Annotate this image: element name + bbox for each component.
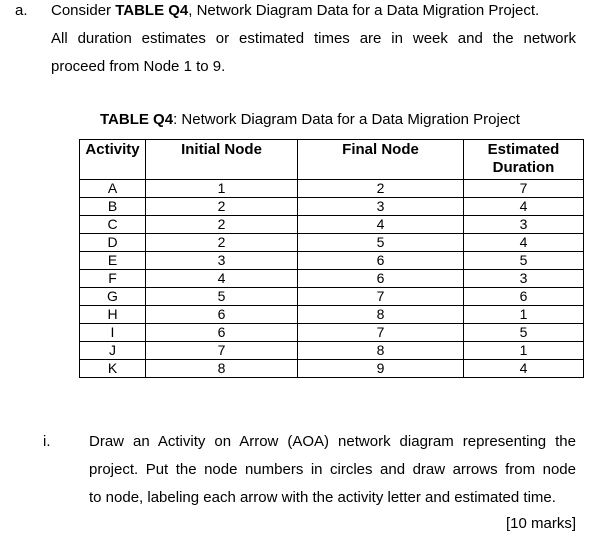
table-header-row — [80, 140, 584, 180]
cell-initial-node: 2 — [146, 234, 298, 252]
cell-activity: E — [80, 252, 146, 270]
subquestion-line-2: project. Put the node numbers in circles and draw arrows from node — [89, 461, 576, 478]
question-intro-line-2: All duration estimates or estimated times are in week and the network — [51, 30, 576, 47]
cell-final-node: 7 — [298, 324, 464, 342]
cell-final-node: 2 — [298, 180, 464, 198]
cell-final-node: 5 — [298, 234, 464, 252]
header-final-node: Final Node — [298, 140, 464, 180]
subquestion-label: i. — [43, 433, 51, 450]
table-row — [80, 216, 584, 234]
cell-activity: A — [80, 180, 146, 198]
cell-final-node: 6 — [298, 252, 464, 270]
cell-activity: B — [80, 198, 146, 216]
table-row — [80, 306, 584, 324]
cell-activity: J — [80, 342, 146, 360]
cell-initial-node: 6 — [146, 324, 298, 342]
question-label: a. — [15, 2, 28, 19]
cell-initial-node: 2 — [146, 216, 298, 234]
cell-activity: C — [80, 216, 146, 234]
cell-duration: 3 — [464, 216, 584, 234]
cell-duration: 1 — [464, 342, 584, 360]
subquestion-line-3: to node, labeling each arrow with the activity letter and estimated time. — [89, 489, 556, 506]
cell-final-node: 8 — [298, 342, 464, 360]
table-row — [80, 180, 584, 198]
cell-initial-node: 6 — [146, 306, 298, 324]
cell-final-node: 3 — [298, 198, 464, 216]
question-intro-line-1 — [51, 2, 539, 19]
cell-activity: H — [80, 306, 146, 324]
cell-duration: 5 — [464, 324, 584, 342]
header-initial-node: Initial Node — [146, 140, 298, 180]
cell-initial-node: 8 — [146, 360, 298, 378]
cell-initial-node: 2 — [146, 198, 298, 216]
table-caption — [100, 111, 520, 128]
cell-duration: 1 — [464, 306, 584, 324]
cell-activity: I — [80, 324, 146, 342]
cell-activity: D — [80, 234, 146, 252]
cell-final-node: 7 — [298, 288, 464, 306]
table-row — [80, 288, 584, 306]
network-data-table — [79, 139, 584, 378]
table-caption-text: : Network Diagram Data for a Data Migration Project — [173, 111, 520, 128]
cell-final-node: 4 — [298, 216, 464, 234]
header-duration-line-2: Duration — [492, 159, 555, 176]
cell-final-node: 9 — [298, 360, 464, 378]
cell-final-node: 6 — [298, 270, 464, 288]
table-row — [80, 252, 584, 270]
table-caption-ref: TABLE Q4 — [100, 111, 174, 128]
cell-activity: K — [80, 360, 146, 378]
cell-final-node: 8 — [298, 306, 464, 324]
subquestion-line-1: Draw an Activity on Arrow (AOA) network diagram representing the — [89, 433, 576, 450]
cell-initial-node: 4 — [146, 270, 298, 288]
intro-prefix: Consider — [51, 2, 116, 19]
intro-table-ref: TABLE Q4 — [115, 2, 189, 19]
cell-duration: 4 — [464, 360, 584, 378]
table-row — [80, 270, 584, 288]
cell-duration: 7 — [464, 180, 584, 198]
intro-line1-rest: , Network Diagram Data for a Data Migration Project. — [188, 2, 540, 19]
cell-initial-node: 7 — [146, 342, 298, 360]
table-row — [80, 234, 584, 252]
cell-initial-node: 5 — [146, 288, 298, 306]
table-row — [80, 324, 584, 342]
cell-activity: G — [80, 288, 146, 306]
cell-duration: 6 — [464, 288, 584, 306]
question-intro-line-3: proceed from Node 1 to 9. — [51, 58, 226, 75]
table-row — [80, 360, 584, 378]
cell-duration: 4 — [464, 234, 584, 252]
header-activity: Activity — [80, 140, 146, 180]
cell-duration: 4 — [464, 198, 584, 216]
cell-initial-node: 1 — [146, 180, 298, 198]
cell-duration: 5 — [464, 252, 584, 270]
table-row — [80, 198, 584, 216]
cell-duration: 3 — [464, 270, 584, 288]
header-duration-line-1: Estimated — [487, 141, 560, 158]
cell-activity: F — [80, 270, 146, 288]
header-estimated-duration — [464, 140, 584, 180]
table-row — [80, 342, 584, 360]
marks-label: [10 marks] — [505, 515, 576, 532]
cell-initial-node: 3 — [146, 252, 298, 270]
